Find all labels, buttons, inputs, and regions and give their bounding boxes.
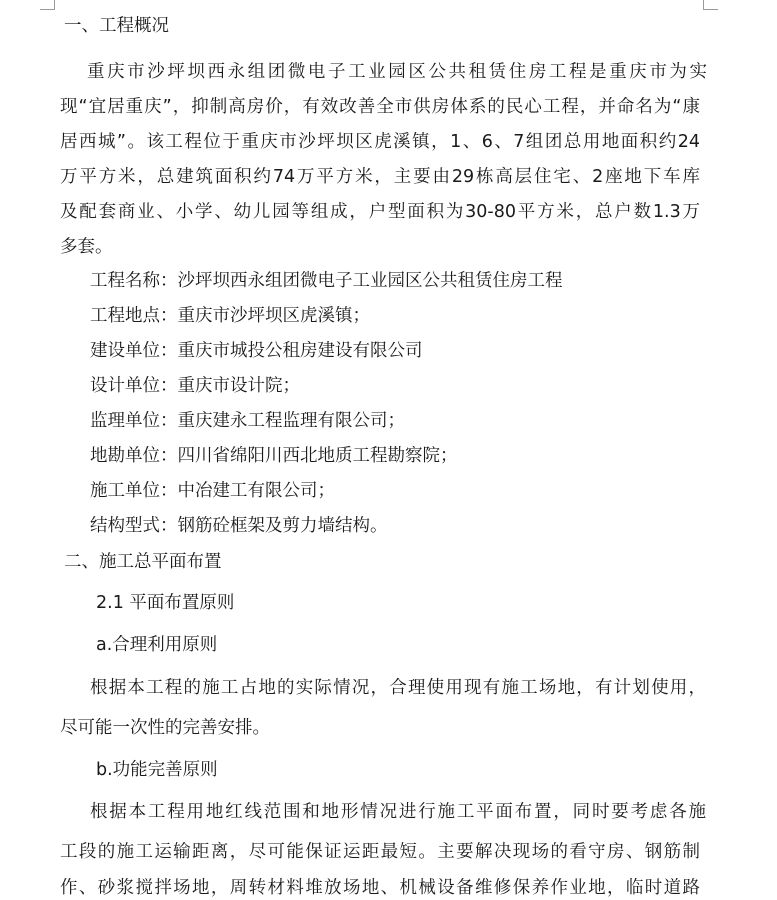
paragraph-line: 重庆市沙坪坝西永组团微电子工业园区公共租赁住房工程是重庆市为实 — [87, 62, 707, 82]
paragraph-line: 工段的施工运输距离，尽可能保证运距最短。主要解决现场的看守房、钢筋制 — [60, 842, 700, 862]
paragraph-line: 根据本工程用地红线范围和地形情况进行施工平面布置，同时要考虑各施 — [90, 802, 706, 822]
section1-heading: 一、工程概况 — [64, 16, 169, 36]
item-b-title: b.功能完善原则 — [96, 760, 218, 780]
construction-unit-item: 建设单位：重庆市城投公租房建设有限公司 — [90, 341, 423, 361]
paragraph-line: 多套。 — [60, 237, 113, 257]
item-a-title: a.合理利用原则 — [96, 635, 218, 655]
paragraph-line: 及配套商业、小学、幼儿园等组成，户型面积为30-80平方米，总户数1.3万 — [60, 202, 700, 222]
paragraph-line: 根据本工程的施工占地的实际情况，合理使用现有施工场地，有计划使用， — [90, 678, 706, 698]
paragraph-line: 现“宜居重庆”，抑制高房价，有效改善全市供房体系的民心工程，并命名为“康 — [60, 97, 700, 117]
project-location-item: 工程地点：重庆市沙坪坝区虎溪镇； — [90, 306, 370, 326]
paragraph-line: 居西城”。该工程位于重庆市沙坪坝区虎溪镇，1、6、7组团总用地面积约24 — [60, 132, 700, 152]
paragraph-line: 作、砂浆搅拌场地，周转材料堆放场地、机械设备维修保养作业地，临时道路 — [60, 878, 700, 898]
paragraph-line: 万平方米，总建筑面积约74万平方米，主要由29栋高层住宅、2座地下车库 — [60, 167, 700, 187]
survey-unit-item: 地勘单位：四川省绵阳川西北地质工程勘察院； — [90, 446, 458, 466]
structure-type-item: 结构型式：钢筋砼框架及剪力墙结构。 — [90, 516, 388, 536]
paragraph-line: 尽可能一次性的完善安排。 — [60, 718, 270, 738]
builder-unit-item: 施工单位：中冶建工有限公司； — [90, 481, 335, 501]
crop-mark-top-right — [703, 0, 718, 10]
subsection-heading: 2.1 平面布置原则 — [96, 593, 235, 613]
design-unit-item: 设计单位：重庆市设计院； — [90, 376, 300, 396]
project-name-item: 工程名称：沙坪坝西永组团微电子工业园区公共租赁住房工程 — [90, 271, 563, 291]
section2-heading: 二、施工总平面布置 — [64, 552, 222, 572]
crop-mark-top-left — [40, 0, 55, 10]
supervision-unit-item: 监理单位：重庆建永工程监理有限公司； — [90, 411, 405, 431]
